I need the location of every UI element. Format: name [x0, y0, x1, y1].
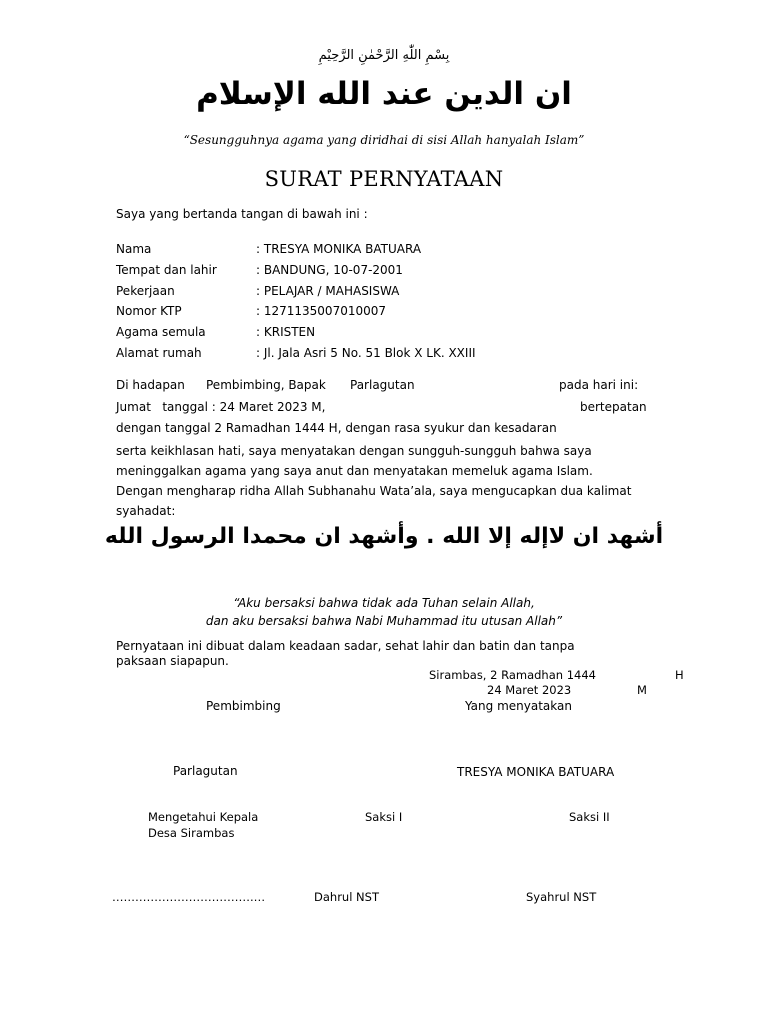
- identity-value: : Jl. Jala Asri 5 No. 51 Blok X LK. XXIII: [256, 346, 476, 360]
- identity-label: Nomor KTP: [116, 304, 182, 318]
- body-text: dengan tanggal 2 Ramadhan 1444 H, dengan rasa syukur dan kesadaran: [116, 421, 557, 435]
- village-head-title: Desa Sirambas: [148, 826, 235, 840]
- verse-translation: “Sesungguhnya agama yang diridhai di sisi Allah hanyalah Islam”: [183, 133, 585, 147]
- statement-line: Pernyataan ini dibuat dalam keadaan sadar, sehat lahir dan batin dan tanpa: [116, 639, 575, 653]
- signer-role-left: Pembimbing: [206, 699, 281, 713]
- identity-value: : TRESYA MONIKA BATUARA: [256, 242, 422, 256]
- identity-label: Agama semula: [116, 325, 206, 339]
- witness1-name: Dahrul NST: [314, 890, 379, 904]
- identity-value: : 1271135007010007: [256, 304, 387, 318]
- date-gregorian-suffix: M: [637, 683, 647, 697]
- village-head-title: Mengetahui Kepala: [148, 810, 259, 824]
- date-hijri-suffix: H: [675, 668, 684, 682]
- shahada-arabic: أشهد ان لاإله إلا الله . وأشهد ان محمدا الرسول الله: [104, 524, 664, 549]
- identity-label: Pekerjaan: [116, 284, 175, 298]
- body-text: pada hari ini:: [559, 378, 639, 392]
- shahada-translation: [0, 594, 768, 630]
- body-text: syahadat:: [116, 504, 176, 518]
- identity-label: Nama: [116, 242, 152, 256]
- body-text: meninggalkan agama yang saya anut dan menyatakan memeluk agama Islam.: [116, 464, 593, 478]
- identity-label: Tempat dan lahir: [116, 263, 217, 277]
- arabic-verse-title: ان الدين عند الله الإسلام: [196, 76, 572, 112]
- intro-text: Saya yang bertanda tangan di bawah ini :: [116, 207, 368, 221]
- witness2-name: Syahrul NST: [526, 890, 597, 904]
- body-text: Dengan mengharap ridha Allah Subhanahu Wata’ala, saya mengucapkan dua kalimat: [116, 484, 632, 498]
- witness2-label: Saksi II: [569, 810, 610, 824]
- date-gregorian: 24 Maret 2023: [487, 683, 572, 697]
- identity-label: Alamat rumah: [116, 346, 202, 360]
- body-text: Parlagutan: [350, 378, 415, 392]
- translation-line: dan aku bersaksi bahwa Nabi Muhammad itu utusan Allah”: [205, 614, 563, 628]
- signer-name-left: Parlagutan: [173, 764, 238, 778]
- body-text: Di hadapan: [116, 378, 185, 392]
- date-hijri: Sirambas, 2 Ramadhan 1444: [429, 668, 596, 682]
- identity-value: : BANDUNG, 10-07-2001: [256, 263, 403, 277]
- translation-line: “Aku bersaksi bahwa tidak ada Tuhan selain Allah,: [233, 596, 535, 610]
- basmalah-calligraphy: بِسْمِ اللّٰهِ الرَّحْمٰنِ الرَّحِيْمِ: [318, 48, 450, 63]
- identity-value: : PELAJAR / MAHASISWA: [256, 284, 400, 298]
- witness1-label: Saksi I: [365, 810, 403, 824]
- body-text: Pembimbing, Bapak: [206, 378, 326, 392]
- body-text: Jumat tanggal : 24 Maret 2023 M,: [116, 400, 326, 414]
- document-title: SURAT PERNYATAAN: [264, 167, 504, 191]
- signer-name-right: TRESYA MONIKA BATUARA: [457, 765, 615, 779]
- statement-line: paksaan siapapun.: [116, 654, 229, 668]
- signer-role-right: Yang menyatakan: [465, 699, 572, 713]
- village-head-name: ……………………………….…: [112, 890, 266, 904]
- identity-value: : KRISTEN: [256, 325, 316, 339]
- body-text: bertepatan: [580, 400, 647, 414]
- body-text: serta keikhlasan hati, saya menyatakan dengan sungguh-sungguh bahwa saya: [116, 444, 592, 458]
